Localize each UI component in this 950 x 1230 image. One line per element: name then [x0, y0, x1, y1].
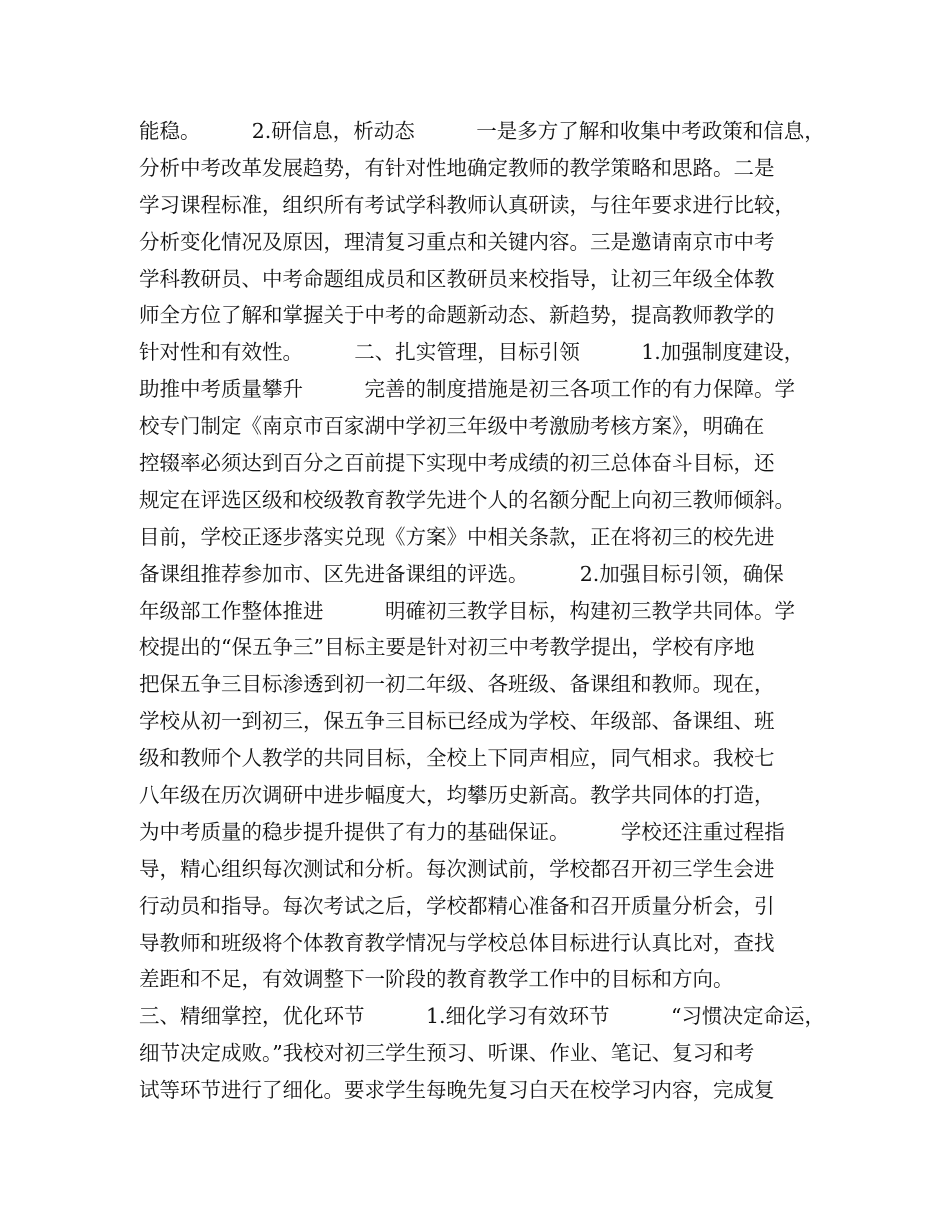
text-line: 三、精细掌控，优化环节 1.细化学习有效环节 “习惯决定命运， — [139, 1004, 826, 1029]
text-line: 导教师和班级将个体教育教学情况与学校总体目标进行认真比对，查找 — [139, 930, 775, 955]
text-line: 行动员和指导。每次考试之后，学校都精心准备和召开质量分析会，引 — [139, 893, 775, 918]
text-line: 导，精心组织每次测试和分析。每次测试前，学校都召开初三学生会进 — [139, 856, 775, 881]
text-line: 为中考质量的稳步提升提供了有力的基础保证。 学校还注重过程指 — [139, 819, 785, 844]
text-line: 师全方位了解和掌握关于中考的命题新动态、新趋势，提高教师教学的 — [139, 303, 775, 328]
text-line: 分析中考改革发展趋势，有针对性地确定教师的教学策略和思路。二是 — [139, 155, 775, 180]
text-line: 针对性和有效性。 二、扎实管理，目标引领 1.加强制度建设， — [139, 340, 805, 365]
text-line: 差距和不足，有效调整下一阶段的教育教学工作中的目标和方向。 — [139, 967, 785, 992]
text-line: 学校从初一到初三，保五争三目标已经成为学校、年级部、备课组、班 — [139, 709, 775, 734]
text-line: 细节决定成败。”我校对初三学生预习、听课、作业、笔记、复习和考 — [139, 1041, 755, 1066]
body-text — [139, 113, 826, 1109]
text-line: 年级部工作整体推进 明確初三教学目标，构建初三教学共同体。学 — [139, 598, 795, 623]
text-line: 学习课程标准，组织所有考试学科教师认真研读，与往年要求进行比较， — [139, 192, 795, 217]
text-line: 目前，学校正逐步落实兑现《方案》中相关条款，正在将初三的校先进 — [139, 524, 775, 549]
text-line: 把保五争三目标渗透到初一初二年级、各班级、备课组和教师。现在， — [139, 672, 775, 697]
text-line: 能稳。 2.研信息，析动态 一是多方了解和收集中考政策和信息， — [139, 119, 825, 143]
text-line: 助推中考质量攀升 完善的制度措施是初三各项工作的有力保障。学 — [139, 377, 795, 402]
text-line: 级和教师个人教学的共同目标，全校上下同声相应，同气相求。我校七 — [139, 746, 775, 771]
text-line: 校提出的“保五争三”目标主要是针对初三中考教学提出，学校有序地 — [139, 635, 755, 660]
text-line: 校专门制定《南京市百家湖中学初三年级中考激励考核方案》，明确在 — [139, 414, 765, 439]
text-line: 规定在评选区级和校级教育教学先进个人的名额分配上向初三教师倾斜。 — [139, 487, 795, 512]
text-line: 学科教研员、中考命题组成员和区教研员来校指导，让初三年级全体教 — [139, 266, 775, 291]
text-line: 备课组推荐参加市、区先进备课组的评选。 2.加强目标引领，确保 — [139, 561, 784, 586]
text-line: 八年级在历次调研中进步幅度大，均攀历史新高。教学共同体的打造， — [139, 783, 775, 808]
text-line: 分析变化情况及原因，理清复习重点和关键内容。三是邀请南京市中考 — [139, 229, 775, 254]
text-line: 控辍率必须达到百分之百前提下实现中考成绩的初三总体奋斗目标，还 — [139, 451, 775, 476]
text-line: 试等环节进行了细化。要求学生每晚先复习白天在校学习内容，完成复 — [139, 1078, 775, 1103]
